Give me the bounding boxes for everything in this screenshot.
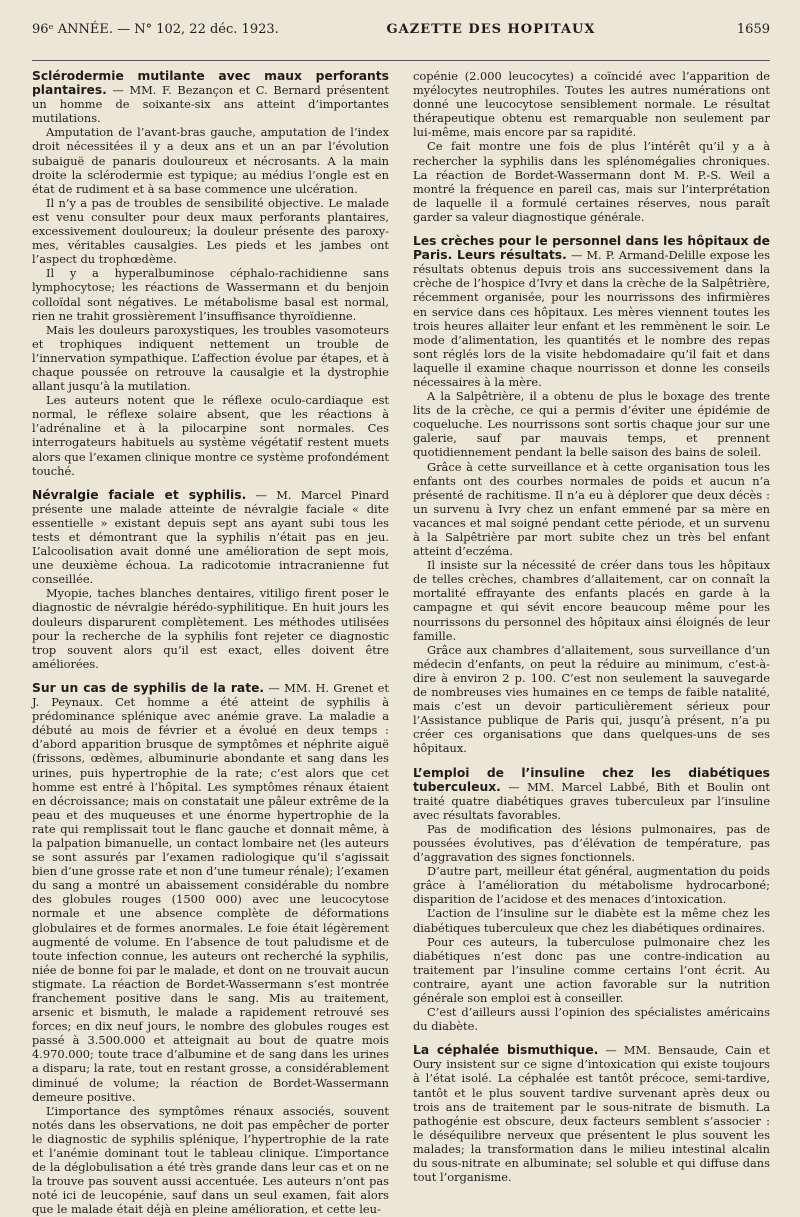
- column-left: [32, 69, 389, 1217]
- paragraph: A la Salpêtrière, il a obtenu de plus le boxage des trente lits de la crèche, ce qui a permis d’éviter une épidémie de coqueluche. Les nourrissons sont sortis chaque jour sur une galerie, sauf par mauvais temps, et prennent quotidiennement pendant la belle saison des bains de soleil.: [413, 389, 770, 460]
- text-columns: [32, 69, 770, 1217]
- page-number: 1659: [736, 22, 770, 37]
- paragraph: L’action de l’insuline sur le diabète est la même chez les diabétiques tuberculeux que chez les diabétiques ordinaires.: [413, 906, 770, 935]
- article-lead: — MM. H. Grenet et J. Peynaux. Cet homme a été atteint de syphilis à prédominance splénique avec anémie grave. La maladie a débuté au mois de février et a évolué en deux temps : d’abord apparition brusque de symptômes et néphrite aiguë (frissons, œdèmes, albuminurie abondante et sang dans les urines, puis hypertrophie de la rate; c’est alors que cet homme est entré à l’hôpital. Les symptômes rénaux étaient en décroissance; mais on constatait une pâleur extrême de la peau et des muqueuses et une énorme hypertrophie de la rate qui remplissait tout le flanc gauche et donnait même, à la palpation bimanuelle, un contact lombaire net (les auteurs se sont assurés par l’examen radiologique qu’il s’agissait bien d’une grosse rate et non d’une tumeur rénale); l’examen du sang a montré un abaissement considérable du nombre des globules rouges (1500 000) avec une leucocytose normale et une absence complète de déformations globulaires et de formes anormales. Le foie était légèrement augmenté de volume. En l’absence de tout paludisme et de toute infection connue, les auteurs ont recherché la syphilis, niée de bonne foi par le malade, et dont on ne trouvait aucun stigmate. La réaction de Bordet-Wassermann s’est montrée franchement positive dans le sang. Mis au traitement, arsenic et bismuth, le malade a rapidement retrouvé ses forces; en dix neuf jours, le nombre des globules rouges est passé à 3.500.000 et atteignait au bout de quatre mois 4.970.000; toute trace d’albumine et de sang dans les urines a disparu; la rate, tout en restant grosse, a considérablement diminué de volume; la réaction de Bordet-Wassermann demeure positive.: [32, 680, 389, 1104]
- article-lead: — MM. Bensaude, Cain et Oury insistent sur ce signe d’intoxication qui existe toujours à l’état isolé. La céphalée est tantôt précoce, semi-tardive, tantôt et le plus souvent tardive survenant après deux ou trois ans de traitement par le sous-nitrate de bismuth. La pathogénie est obscure, deux facteurs semblent s’associer : le déséquilibre nerveux que présentent le plus souvent les malades; la transformation dans le milieu intestinal alcalin du sous-nitrate en albuminate; sel soluble et qui diffuse dans tout l’organisme.: [413, 1043, 770, 1185]
- article-title: Névralgie faciale et syphilis.: [32, 487, 247, 502]
- article-lead: — MM. F. Bezançon et C. Bernard présentent un homme de soixante-six ans atteint d’importantes mutilations.: [32, 83, 389, 126]
- article-cephalee: [413, 1043, 770, 1184]
- paragraph: Il insiste sur la nécessité de créer dans tous les hôpitaux de telles crèches, chambres d’allaitement, car on connaît la mortalité effrayante des enfants placés en garde à la campagne et qui sévit encore beaucoup même pour les nourrissons du personnel des hôpitaux ainsi éloignés de leur famille.: [413, 558, 770, 643]
- article-creches: [413, 234, 770, 755]
- paragraph: L’importance des symptômes rénaux associés, souvent notés dans les observations, ne doit pas empêcher de porter le diagnostic de syphilis splénique, l’hypertrophie de la rate et l’anémie dominant tout le tableau clinique. L’importance de la déglobulisation a été très grande dans leur cas et on ne la trouve pas souvent aussi accentuée. Les auteurs n’ont pas noté ici de leucopénie, sauf dans un seul examen, fait alors que le malade était déjà en pleine amélioration, et cette leu-: [32, 1103, 389, 1217]
- paragraph: Grâce à cette surveillance et à cette organisation tous les enfants ont des courbes normales de poids et aucun n’a présenté de rachitisme. Il n’a eu à déplorer que deux décès : un survenu à Ivry chez un enfant emmené par sa mère en vacances et mal soigné pendant cette période, et un survenu à la Salpêtrière par mort subite chez un très bel enfant atteint d’eczéma.: [413, 459, 770, 559]
- article-syphilis-rate: [32, 681, 389, 1217]
- paragraph: Il y a hyperalbuminose céphalo-rachidienne sans lymphocytose; les réactions de Wassermann et du benjoin colloïdal sont négatives. Le métabolisme basal est normal, rien ne trahit grossièrement l’insuffisance thyroïdienne.: [32, 266, 389, 323]
- paragraph: Les auteurs notent que le réflexe oculo-cardiaque est normal, le réflexe solaire absent, que les réactions à l’adrénaline et à la pilocarpine sont normales. Ces interrogateurs habituels au système végétatif restent muets alors que l’examen clinique montre ce système profondément touché.: [32, 393, 389, 478]
- article-nevralgie: [32, 488, 389, 671]
- paragraph: C’est d’ailleurs aussi l’opinion des spécialistes américains du diabète.: [413, 1005, 770, 1034]
- article-sclerodermie: [32, 69, 389, 478]
- paragraph: Pas de modification des lésions pulmonaires, pas de poussées évolutives, pas d’élévation de température, pas d’aggravation des signes fonctionnels.: [413, 821, 770, 865]
- issue-info: 96ᵉ ANNÉE. — N° 102, 22 déc. 1923.: [32, 22, 279, 37]
- paragraph: Il n’y a pas de troubles de sensibilité objective. Le malade est venu consulter pour deux maux perforants plantaires, excessivement douloureux; la douleur présente des paroxy-mes, véritables causalgies. Les pieds et les jambes ont l’aspect du trophœdème.: [32, 195, 389, 267]
- article-title: L’emploi de l’insuline chez les diabétiques tuberculeux.: [413, 765, 770, 794]
- article-continuation: [413, 69, 770, 224]
- paragraph: Myopie, taches blanches dentaires, vitiligo firent poser le diagnostic de névralgie hérédo-syphilitique. En huit jours les douleurs disparurent complètement. Les méthodes utilisées pour la recherche de la syphilis font rejeter ce diagnostic trop souvent alors qu’il est exact, elles doivent être améliorées.: [32, 586, 389, 671]
- paragraph: Amputation de l’avant-bras gauche, amputation de l’index droit nécessitées il y a deux ans et un an par l’évolution subaiguë de panaris douloureux et nécrosants. A la main droite la sclérodermie est typique; au médius l’ongle est en état de rudiment et à sa base commence une ulcération.: [32, 125, 389, 196]
- paragraph: Mais les douleurs paroxystiques, les troubles vasomoteurs et trophiques indiquent nettement un trouble de l’innervation sympathique. L’affection évolue par étapes, et à chaque poussée on retrouve la causalgie et la dystrophie allant jusqu’à la mutilation.: [32, 322, 389, 394]
- column-right: [413, 69, 770, 1185]
- paragraph: copénie (2.000 leucocytes) a coïncidé avec l’apparition de myélocytes neutrophiles. Toutes les autres numérations ont donné une leucocytose sensiblement normale. Le résultat thérapeutique obtenu est remarquable non seulement par lui-même, mais encore par sa rapidité.: [413, 69, 770, 140]
- article-lead: — MM. Marcel Labbé, Bith et Boulin ont traité quatre diabétiques graves tuberculeux par l’insuline avec résultats favorables.: [413, 779, 770, 822]
- page-header: [32, 22, 770, 61]
- article-title: Sur un cas de syphilis de la rate.: [32, 680, 265, 695]
- article-title: Sclérodermie mutilante avec maux perforants plantaires.: [32, 69, 389, 98]
- article-title: Les crèches pour le personnel dans les hôpitaux de Paris. Leurs résultats.: [413, 234, 770, 263]
- article-lead: — M. P. Armand-Delille expose les résultats obtenus depuis trois ans successivement dans la crèche de l’hospice d’Ivry et dans la crèche de la Salpêtrière, récemment organisée, pour les nourrissons des infirmières en service dans ces hôpitaux. Les mères viennent toutes les trois heures allaiter leur enfant et les remmènent le soir. Le mode d’alimentation, les quantités et le nombre des repas sont réglés lors de la visite hebdomadaire qu’il fait et dans laquelle il examine chaque nourrisson et donne les conseils nécessaires à la mère.: [413, 248, 770, 389]
- journal-title: GAZETTE DES HOPITAUX: [386, 22, 596, 37]
- paragraph: Pour ces auteurs, la tuberculose pulmonaire chez les diabétiques n’est donc pas une contre-indication au traitement par l’insuline comme certains l’ont écrit. Au contraire, ayant une action favorable sur la nutrition générale son emploi est à conseiller.: [413, 934, 770, 1005]
- article-lead: — M. Marcel Pinard présente une malade atteinte de névralgie faciale « dite essentielle » existant depuis sept ans ayant subi tous les tests et démontrant que la syphilis n’était pas en jeu. L’alcoolisation avait donné une amélioration de sept mois, une deuxième échoua. La radicotomie intracranienne fut conseillée.: [32, 487, 389, 587]
- paragraph: Ce fait montre une fois de plus l’intérêt qu’il y a à rechercher la syphilis dans les splénomégalies chroniques. La réaction de Bordet-Wassermann dont M. P.-S. Weil a montré la fréquence en pareil cas, mais sur l’interprétation de laquelle il a formulé certaines réserves, nous paraît garder sa valeur diagnostique générale.: [413, 139, 770, 224]
- paragraph: D’autre part, meilleur état général, augmentation du poids grâce à l’amélioration du métabolisme hydrocarboné; disparition de l’acidose et des menaces d’intoxication.: [413, 864, 770, 907]
- article-insuline: [413, 766, 770, 1034]
- paragraph: Grâce aux chambres d’allaitement, sous surveillance d’un médecin d’enfants, on peut la réduire au minimum, c’est-à-dire à environ 2 p. 100. C’est non seulement la sauvegarde de nombreuses vies humaines en ce temps de faible natalité, mais c’est un devoir particulièrement sérieux pour l’Assistance publique de Paris qui, jusqu’à présent, n’a pu créer ces organisations que dans quelques-uns de ses hôpitaux.: [413, 642, 770, 756]
- article-title: La céphalée bismuthique.: [413, 1043, 599, 1058]
